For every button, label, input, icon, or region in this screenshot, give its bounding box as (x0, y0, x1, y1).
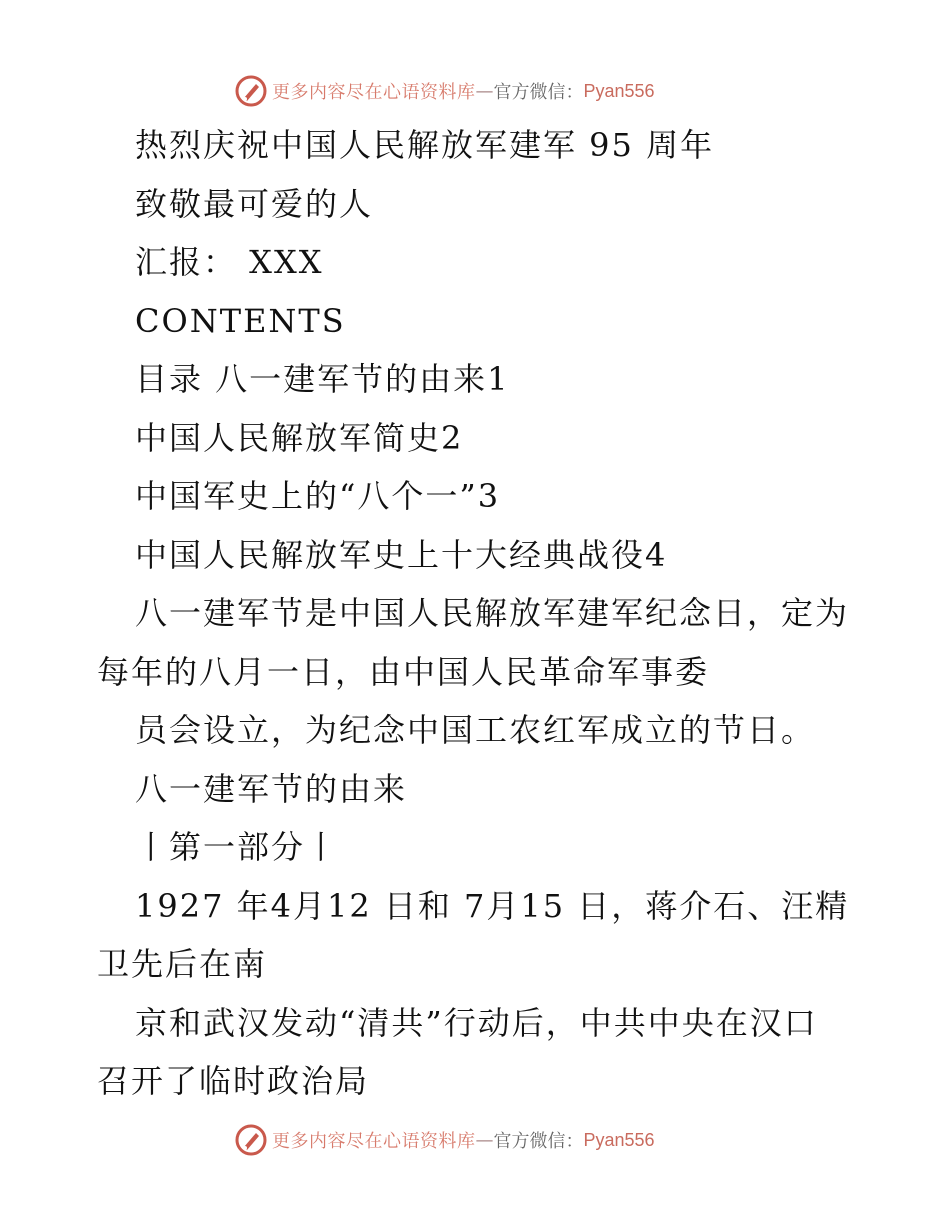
paragraph-line: 卫先后在南 (97, 945, 268, 983)
toc-item-2: 中国人民解放军简史2 (135, 418, 464, 457)
paragraph-line: 1927 年4月12 日和 7月15 日，蒋介石、汪精 (135, 886, 850, 925)
watermark-wechat-label: 官方微信： (493, 1131, 584, 1152)
contents-heading: CONTENTS (135, 301, 346, 340)
title-line: 热烈庆祝中国人民解放军建军 95 周年 (135, 126, 715, 164)
watermark-wechat-label: 官方微信： (493, 82, 584, 103)
pen-logo-icon (234, 1123, 268, 1157)
toc-item-4: 中国人民解放军史上十大经典战役4 (135, 535, 668, 574)
paragraph-line: 员会设立，为纪念中国工农红军成立的节日。 (135, 711, 816, 749)
pen-logo-icon (234, 74, 268, 108)
paragraph-line: 京和武汉发动“清共”行动后，中共中央在汉口 (135, 1003, 818, 1042)
paragraph-line: 每年的八月一日，由中国人民革命军事委 (97, 652, 710, 691)
document-body (97, 116, 857, 1111)
section-title: 八一建军节的由来 (135, 769, 408, 808)
section-label: 丨第一部分丨 (135, 828, 340, 866)
watermark-separator: — (475, 80, 494, 102)
footer-watermark (234, 1122, 655, 1158)
reporter-line: 汇报： XXX (135, 243, 324, 281)
paragraph-line: 八一建军节是中国人民解放军建军纪念日，定为 (135, 594, 850, 632)
subtitle-line: 致敬最可爱的人 (135, 184, 374, 223)
header-watermark (234, 73, 655, 109)
toc-item-1: 目录 八一建军节的由来1 (135, 360, 510, 398)
toc-item-3: 中国军史上的“八个一”3 (135, 477, 501, 515)
watermark-slogan: 更多内容尽在心语资料库 (272, 1131, 476, 1152)
watermark-wechat-id: Pyan556 (583, 1129, 655, 1150)
watermark-separator: — (475, 1129, 494, 1151)
watermark-slogan: 更多内容尽在心语资料库 (272, 82, 476, 103)
watermark-wechat-id: Pyan556 (583, 80, 655, 101)
paragraph-line: 召开了临时政治局 (97, 1062, 370, 1100)
